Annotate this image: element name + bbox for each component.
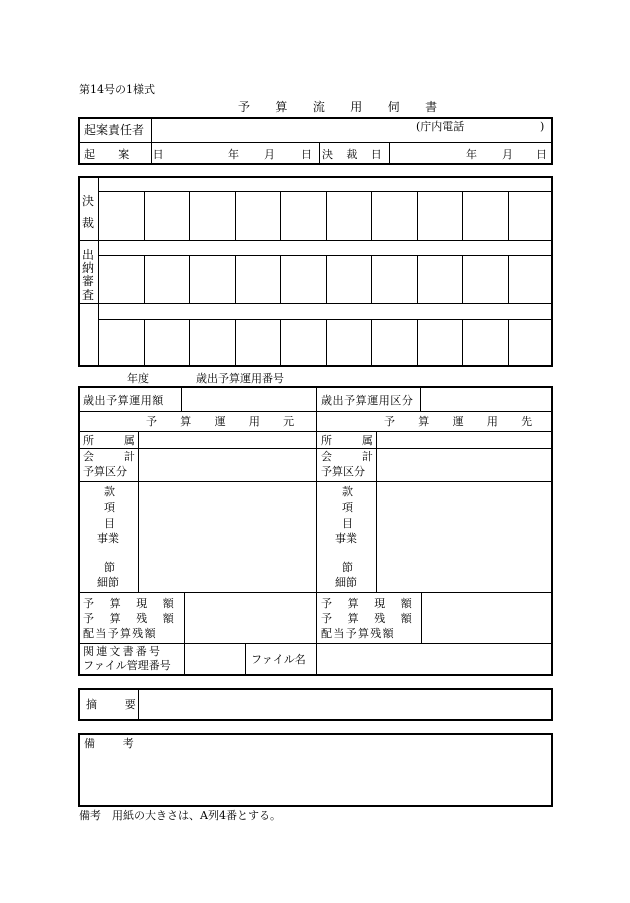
summary-input[interactable] [140,690,551,719]
phone-close: ) [540,120,545,133]
dest-setsu-label: 節 [342,561,353,574]
dest-label: 予 算 運 用 先 [384,415,543,428]
source-kan-label: 款 [104,485,115,498]
remarks-label: 備 考 [84,737,146,750]
file-name-label: ファイル名 [251,653,306,666]
dest-kan-label: 款 [342,485,353,498]
phone-label: (庁内電話 [416,120,465,133]
amount-label: 歳出予算運用額 [83,394,164,407]
dest-budget-class-label: 予算区分 [321,465,365,478]
dest-kou-label: 項 [342,501,353,514]
decision-year-label: 年 [466,148,477,161]
summary-label: 摘 要 [86,698,148,711]
category-input[interactable] [422,389,551,410]
source-moku-label: 目 [104,517,115,530]
dest-allocated-label: 配当予算残額 [321,627,395,640]
draft-date-label: 起 案 日 [84,148,174,161]
expenditure-number-label: 歳出予算運用番号 [196,372,284,385]
dest-account-label: 会 計 [321,450,387,463]
source-kou-label: 項 [104,501,115,514]
form-number: 第14号の1様式 [79,83,155,96]
dest-amounts-input[interactable] [423,594,551,642]
phone-input[interactable] [468,119,538,141]
decision-label: 決 裁 [81,194,94,230]
source-affiliation-label: 所 属 [83,434,149,447]
source-affiliation-input[interactable] [140,432,314,447]
approval-grid [78,176,553,367]
dest-jigyou-label: 事業 [335,532,357,545]
decision-day-label: 日 [536,148,547,161]
dest-saisetsu-label: 細節 [335,576,357,589]
related-doc-input[interactable] [186,645,244,674]
source-setsu-label: 節 [104,561,115,574]
amount-input[interactable] [183,389,314,410]
draft-month-label: 月 [264,148,275,161]
fiscal-year-label: 年度 [127,372,149,385]
source-allocated-label: 配当予算残額 [83,627,157,640]
drafter-input[interactable] [153,119,403,141]
dest-account-input[interactable] [378,450,551,480]
source-account-input[interactable] [140,450,314,480]
draft-day-label: 日 [301,148,312,161]
source-saisetsu-label: 細節 [97,576,119,589]
decision-date-label: 決 裁 日 [322,148,387,161]
source-account-label: 会 計 [83,450,149,463]
remarks-input[interactable] [80,752,551,805]
category-label: 歳出予算運用区分 [321,394,414,407]
source-current-amount-label: 予 算 現 額 [83,597,180,610]
decision-month-label: 月 [502,148,513,161]
source-item-input[interactable] [140,483,314,591]
dest-current-amount-label: 予 算 現 額 [321,597,418,610]
source-balance-label: 予 算 残 額 [83,612,180,625]
dest-balance-label: 予 算 残 額 [321,612,418,625]
draft-year-label: 年 [228,148,239,161]
source-jigyou-label: 事業 [97,532,119,545]
source-amounts-input[interactable] [186,594,314,642]
dest-affiliation-input[interactable] [378,432,551,447]
dest-moku-label: 目 [342,517,353,530]
page-title: 予 算 流 用 伺 書 [238,100,448,114]
footer-note: 備考 用紙の大きさは、A列4番とする。 [79,809,281,822]
dest-item-input[interactable] [378,483,551,591]
source-budget-class-label: 予算区分 [83,465,127,478]
accounting-review-label: 出 納 審 査 [81,248,94,302]
dest-affiliation-label: 所 属 [321,434,387,447]
related-doc-label: 関連文書番号 [83,645,163,658]
source-label: 予 算 運 用 元 [146,415,305,428]
drafter-label: 起案責任者 [84,123,145,137]
file-mgmt-label: ファイル管理番号 [83,659,171,672]
file-name-input[interactable] [318,645,551,674]
